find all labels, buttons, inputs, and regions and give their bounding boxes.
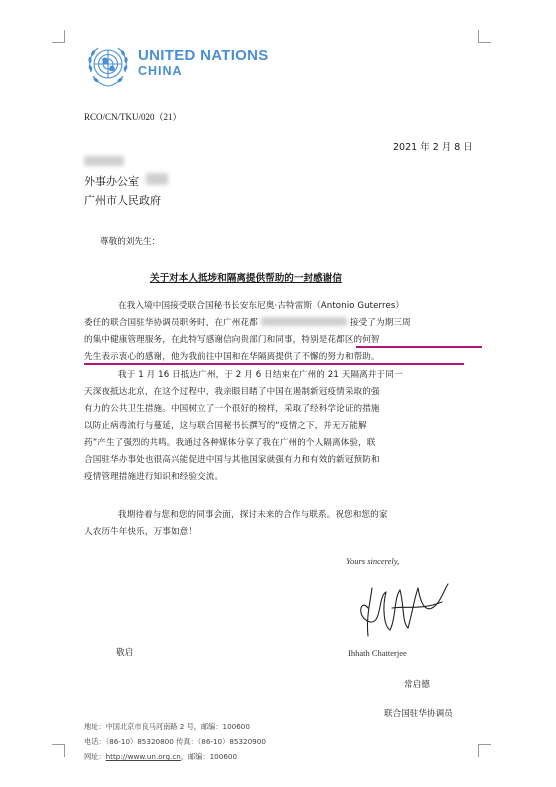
- crop-mark-bottom-left: [52, 744, 65, 757]
- paragraph-line: 我于 1 月 16 日抵达广州，于 2 月 6 日结束在广州的 21 天隔离并于同一: [118, 370, 403, 380]
- signatory-title: 联合国驻华协调员: [384, 709, 453, 719]
- letter-date: 2021 年 2 月 8 日: [393, 142, 473, 153]
- redaction-blur: [146, 173, 168, 185]
- line-segment: 接受了为期三周: [349, 318, 411, 328]
- footer-phone: 电话：（86-10）85320800 传真：（86-10）85320900: [84, 737, 266, 746]
- crop-mark-top-left: [52, 30, 65, 43]
- redaction-blur: [84, 156, 124, 166]
- paragraph-line: 在我入境中国接受联合国秘书长安东尼奥·古特雷斯（Antonio Guterres）: [118, 301, 405, 311]
- paragraph-line: 先生表示衷心的感谢，他为我前往中国和在华隔离提供了不懈的努力和帮助。: [84, 352, 380, 362]
- yours-sincerely: Yours sincerely,: [346, 556, 400, 566]
- paragraph-line: 我期待着与您和您的同事会面，探讨未来的合作与联系。祝您和您的家: [118, 510, 388, 520]
- org-name: UNITED NATIONS: [138, 47, 269, 64]
- paragraph-closing: [84, 507, 488, 541]
- signatory-name-en: Ihhath Chatterjee: [348, 648, 407, 658]
- paragraph-body: [84, 350, 488, 486]
- line-segment: 委任的联合国驻华协调员职务时，在广州花都: [84, 318, 258, 328]
- paragraph-line: 有力的公共卫生措施。中国树立了一个很好的榜样，采取了经科学论证的措施: [84, 404, 380, 414]
- un-emblem-icon: [84, 42, 132, 90]
- paragraph-line: 天深夜抵达北京，在这个过程中，我亲眼目睹了中国在遏制新冠疫情采取的强: [84, 387, 380, 397]
- line-segment: 的集中健康管理服务，在此特写感谢信向贵部门和同事，: [84, 335, 302, 345]
- crop-mark-top-right: [478, 30, 491, 43]
- crop-mark-bottom-right: [478, 744, 491, 757]
- footer-web-link[interactable]: http://www.un.org.cn: [105, 752, 181, 761]
- highlighted-segment: 特别是花都区的何智: [301, 335, 380, 345]
- handwritten-signature: [352, 578, 452, 640]
- recipient-government: 广州市人民政府: [84, 194, 161, 207]
- closing-phrase: 敬启: [116, 648, 134, 658]
- paragraph-line: 以防止病毒流行与蔓延，这与联合国秘书长撰写的“疫情之下，并无万能解: [84, 421, 367, 431]
- recipient-office: 外事办公室: [84, 175, 139, 188]
- org-country: CHINA: [138, 64, 183, 78]
- footer-web-label: 网址：: [84, 752, 106, 761]
- salutation: 尊敬的刘先生：: [100, 237, 161, 247]
- footer-address: 地址：中国北京市良马河南路 2 号，邮编：100600: [84, 722, 250, 731]
- paragraph-line: 疫情管理措施进行知识和经验交流。: [84, 472, 224, 482]
- footer-web-tail: ，邮编：100600: [180, 752, 238, 761]
- redaction-blur: [261, 317, 347, 326]
- letter-subject: 关于对本人抵埗和隔离提供帮助的一封感谢信: [150, 273, 342, 284]
- highlight-underline: [356, 346, 482, 348]
- paragraph-line: 合国驻华办事处也很高兴能促进中国与其他国家就强有力和有效的新冠预防和: [84, 455, 380, 465]
- footer-web: [84, 752, 237, 762]
- signatory-name-cn: 常启德: [404, 680, 430, 690]
- paragraph-line: 人农历牛年快乐，万事如意！: [84, 527, 198, 537]
- paragraph-line: [84, 315, 488, 332]
- paragraph-line: 药”产生了强烈的共鸣。我通过各种媒体分享了我在广州的个人隔离体验，联: [84, 438, 376, 448]
- reference-number: RCO/CN/TKU/020（21）: [84, 112, 182, 122]
